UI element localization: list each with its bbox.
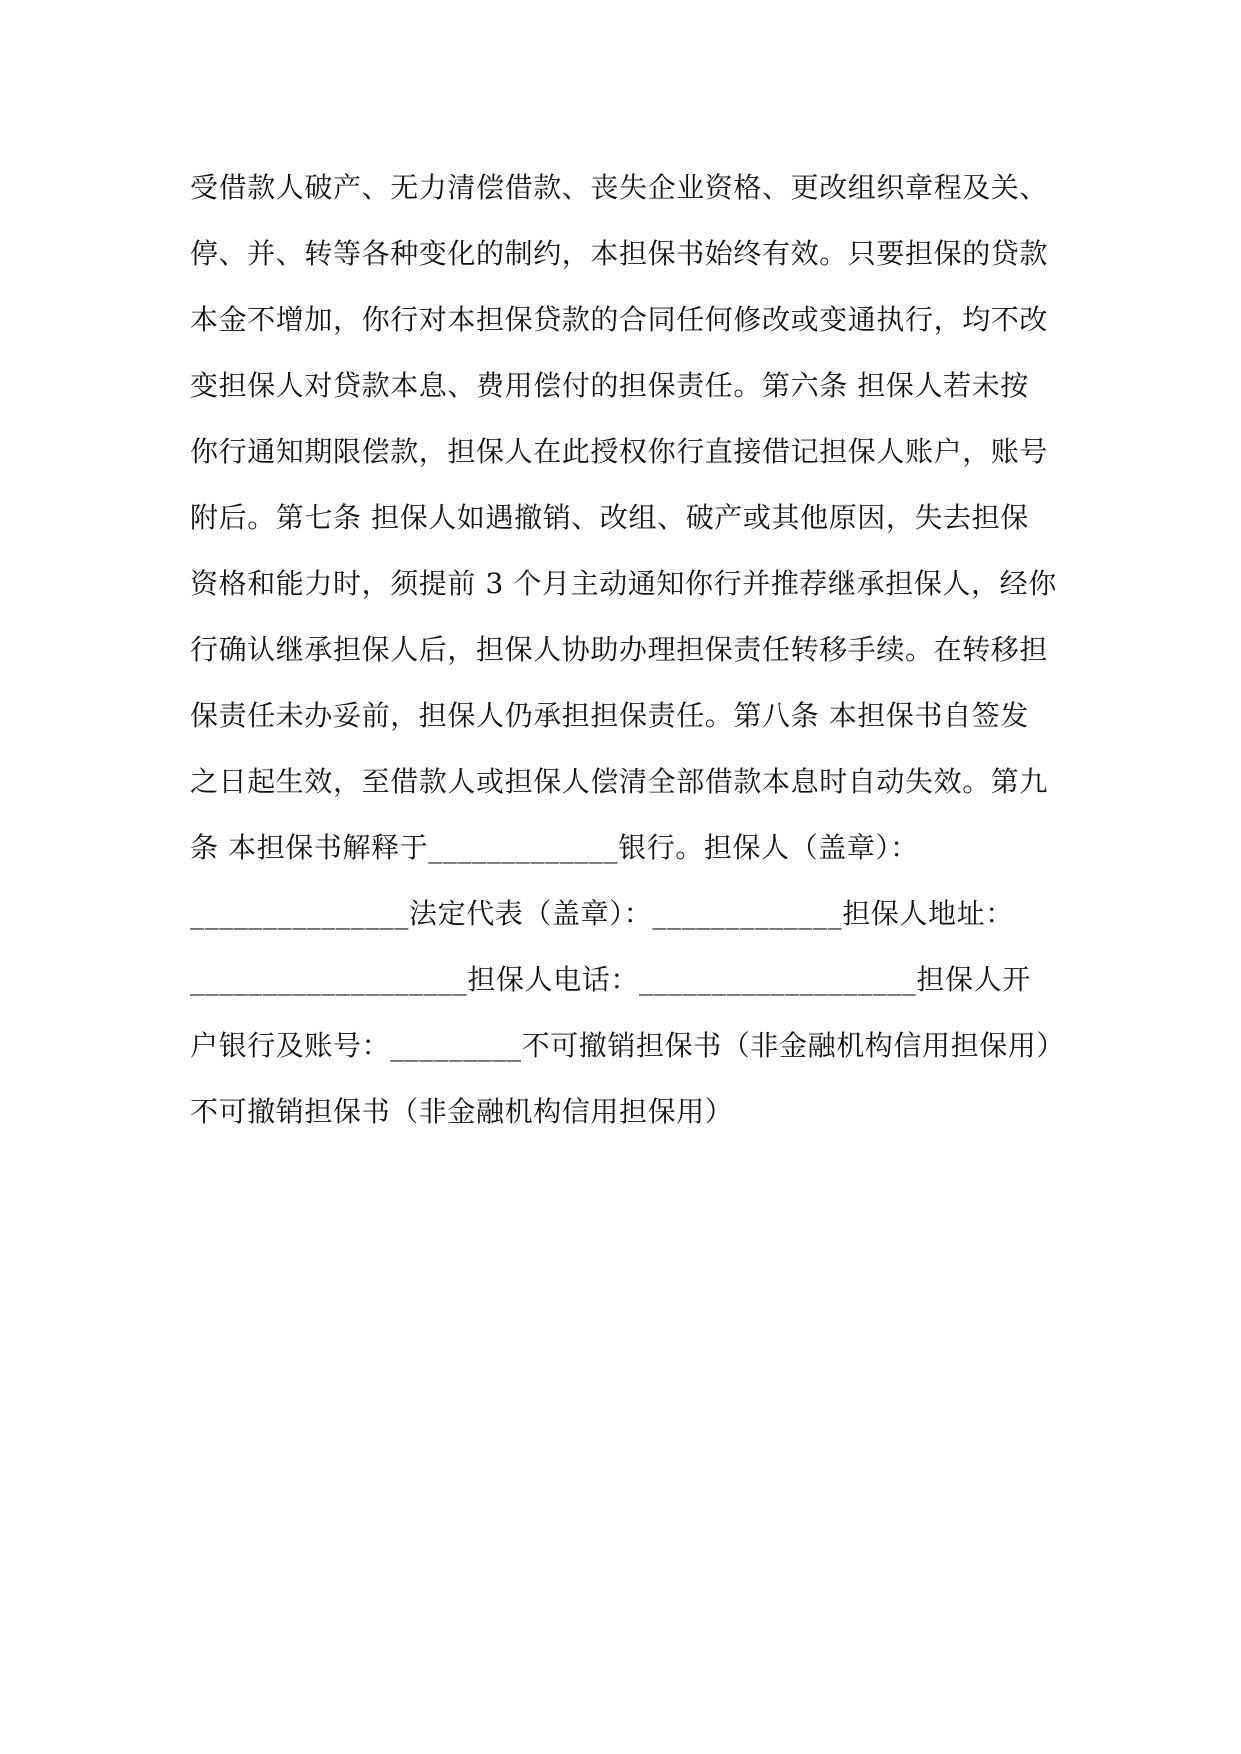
text-line-1: 受借款人破产、无力清偿借款、丧失企业资格、更改组织章程及关、: [190, 171, 1049, 204]
text-line-13: ___________________担保人电话：___________________担保人开: [190, 963, 1031, 996]
text-line-2: 停、并、转等各种变化的制约，本担保书始终有效。只要担保的贷款: [190, 237, 1049, 270]
text-line-6: 附后。第七条 担保人如遇撤销、改组、破产或其他原因，失去担保: [190, 501, 1029, 534]
text-line-14: 户银行及账号：_________不可撤销担保书（非金融机构信用担保用）: [190, 1029, 1066, 1062]
body-text: [190, 155, 1070, 1145]
text-line-7: 资格和能力时，须提前 3 个月主动通知你行并推荐继承担保人，经你: [190, 567, 1057, 600]
text-line-12: _______________法定代表（盖章）：_____________担保人地址：: [190, 897, 1014, 930]
text-line-15: 不可撤销担保书（非金融机构信用担保用）: [190, 1095, 734, 1128]
text-line-10: 之日起生效，至借款人或担保人偿清全部借款本息时自动失效。第九: [190, 765, 1049, 798]
text-line-5: 你行通知期限偿款，担保人在此授权你行直接借记担保人账户，账号: [190, 435, 1049, 468]
text-line-8: 行确认继承担保人后，担保人协助办理担保责任转移手续。在转移担: [190, 633, 1049, 666]
text-line-4: 变担保人对贷款本息、费用偿付的担保责任。第六条 担保人若未按: [190, 369, 1029, 402]
text-line-3: 本金不增加，你行对本担保贷款的合同任何修改或变通执行，均不改: [190, 303, 1049, 336]
text-line-11: 条 本担保书解释于_____________银行。担保人（盖章）：: [190, 831, 919, 864]
text-line-9: 保责任未办妥前，担保人仍承担担保责任。第八条 本担保书自签发: [190, 699, 1029, 732]
